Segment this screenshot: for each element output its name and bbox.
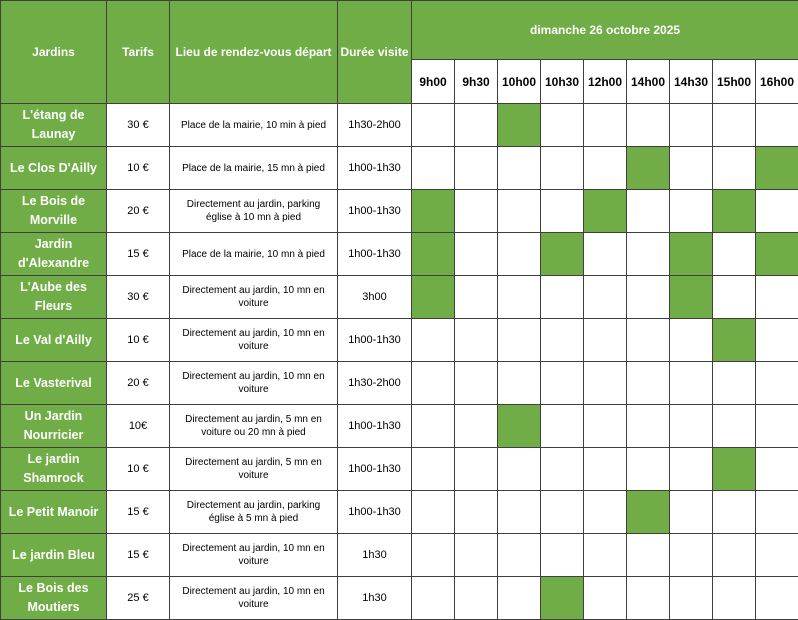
slot-cell-empty: [756, 491, 798, 534]
slot-cell-empty: [541, 534, 584, 577]
meeting-place-cell: Directement au jardin, 10 mn en voiture: [170, 319, 338, 362]
price-cell: 25 €: [107, 577, 170, 620]
slot-cell-empty: [455, 577, 498, 620]
slot-cell-empty: [670, 104, 713, 147]
slot-cell-booked: [412, 233, 455, 276]
slot-cell-empty: [627, 577, 670, 620]
slot-cell-empty: [412, 491, 455, 534]
slot-cell-empty: [756, 276, 798, 319]
garden-name: Le jardin Shamrock: [1, 448, 107, 491]
slot-cell-empty: [455, 534, 498, 577]
garden-name: Jardin d'Alexandre: [1, 233, 107, 276]
header-prices: Tarifs: [107, 1, 170, 104]
slot-cell-empty: [584, 448, 627, 491]
table-row: [1, 319, 798, 362]
slot-cell-empty: [670, 448, 713, 491]
slot-cell-empty: [756, 362, 798, 405]
duration-cell: 1h00-1h30: [338, 448, 412, 491]
slot-cell-empty: [670, 577, 713, 620]
table-row: [1, 190, 798, 233]
price-cell: 10€: [107, 405, 170, 448]
header-gardens: Jardins: [1, 1, 107, 104]
slot-cell-empty: [412, 147, 455, 190]
slot-cell-empty: [412, 534, 455, 577]
slot-cell-empty: [498, 319, 541, 362]
meeting-place-cell: Directement au jardin, 10 mn en voiture: [170, 577, 338, 620]
slot-cell-empty: [498, 147, 541, 190]
duration-cell: 1h30: [338, 534, 412, 577]
meeting-place-cell: Directement au jardin, parking église à 10 mn à pied: [170, 190, 338, 233]
garden-name: Le Vasterival: [1, 362, 107, 405]
slot-cell-empty: [455, 276, 498, 319]
slot-cell-booked: [498, 405, 541, 448]
slot-cell-empty: [455, 147, 498, 190]
slot-cell-empty: [498, 190, 541, 233]
table-row: [1, 147, 798, 190]
slot-cell-empty: [541, 276, 584, 319]
slot-cell-empty: [541, 491, 584, 534]
slot-cell-empty: [713, 276, 756, 319]
table-row: [1, 362, 798, 405]
slot-cell-booked: [412, 276, 455, 319]
duration-cell: 1h00-1h30: [338, 190, 412, 233]
slot-cell-empty: [541, 319, 584, 362]
slot-cell-empty: [713, 405, 756, 448]
slot-cell-empty: [756, 405, 798, 448]
duration-cell: 1h00-1h30: [338, 491, 412, 534]
slot-cell-empty: [713, 104, 756, 147]
slot-cell-booked: [756, 147, 798, 190]
slot-cell-empty: [455, 362, 498, 405]
slot-cell-empty: [670, 534, 713, 577]
header-date: dimanche 26 octobre 2025: [412, 1, 798, 60]
price-cell: 10 €: [107, 147, 170, 190]
slot-cell-booked: [498, 104, 541, 147]
slot-cell-empty: [670, 147, 713, 190]
slot-cell-empty: [541, 448, 584, 491]
slot-cell-empty: [584, 233, 627, 276]
meeting-place-cell: Directement au jardin, 10 mn en voiture: [170, 362, 338, 405]
garden-name: Le jardin Bleu: [1, 534, 107, 577]
slot-cell-empty: [455, 405, 498, 448]
table-row: [1, 276, 798, 319]
slot-cell-booked: [713, 190, 756, 233]
table-row: [1, 405, 798, 448]
slot-cell-empty: [713, 577, 756, 620]
duration-cell: 3h00: [338, 276, 412, 319]
price-cell: 15 €: [107, 233, 170, 276]
slot-cell-empty: [541, 405, 584, 448]
slot-cell-empty: [670, 362, 713, 405]
duration-cell: 1h00-1h30: [338, 147, 412, 190]
time-header-12h00: 12h00: [584, 60, 627, 104]
slot-cell-empty: [627, 534, 670, 577]
meeting-place-cell: Place de la mairie, 10 mn à pied: [170, 233, 338, 276]
slot-cell-empty: [670, 319, 713, 362]
slot-cell-empty: [756, 448, 798, 491]
slot-cell-booked: [756, 233, 798, 276]
garden-name: Le Clos D'Ailly: [1, 147, 107, 190]
meeting-place-cell: Directement au jardin, 10 mn en voiture: [170, 276, 338, 319]
slot-cell-empty: [455, 190, 498, 233]
slot-cell-empty: [541, 147, 584, 190]
table-row: [1, 534, 798, 577]
slot-cell-empty: [627, 362, 670, 405]
garden-name: Un Jardin Nourricier: [1, 405, 107, 448]
slot-cell-booked: [670, 276, 713, 319]
slot-cell-empty: [412, 405, 455, 448]
slot-cell-empty: [412, 319, 455, 362]
slot-cell-empty: [627, 104, 670, 147]
slot-cell-empty: [584, 362, 627, 405]
time-header-14h00: 14h00: [627, 60, 670, 104]
slot-cell-empty: [455, 104, 498, 147]
duration-cell: 1h30-2h00: [338, 104, 412, 147]
price-cell: 10 €: [107, 319, 170, 362]
slot-cell-empty: [455, 233, 498, 276]
slot-cell-empty: [713, 534, 756, 577]
slot-cell-empty: [584, 147, 627, 190]
price-cell: 30 €: [107, 276, 170, 319]
slot-cell-empty: [498, 448, 541, 491]
slot-cell-empty: [670, 491, 713, 534]
slot-cell-booked: [713, 319, 756, 362]
time-header-16h00: 16h00: [756, 60, 798, 104]
header-duration: Durée visite: [338, 1, 412, 104]
garden-name: Le Bois des Moutiers: [1, 577, 107, 620]
slot-cell-empty: [584, 319, 627, 362]
slot-cell-empty: [627, 233, 670, 276]
slot-cell-empty: [627, 448, 670, 491]
meeting-place-cell: Directement au jardin, 5 mn en voiture ou 20 mn à pied: [170, 405, 338, 448]
table-row: [1, 104, 798, 147]
garden-name: Le Val d'Ailly: [1, 319, 107, 362]
slot-cell-empty: [455, 319, 498, 362]
slot-cell-empty: [756, 534, 798, 577]
slot-cell-empty: [713, 147, 756, 190]
slot-cell-empty: [627, 319, 670, 362]
slot-cell-empty: [498, 491, 541, 534]
price-cell: 20 €: [107, 190, 170, 233]
slot-cell-empty: [498, 577, 541, 620]
price-cell: 20 €: [107, 362, 170, 405]
slot-cell-booked: [627, 491, 670, 534]
slot-cell-empty: [670, 405, 713, 448]
slot-cell-empty: [584, 577, 627, 620]
meeting-place-cell: Directement au jardin, 10 mn en voiture: [170, 534, 338, 577]
slot-cell-booked: [412, 190, 455, 233]
time-header-9h00: 9h00: [412, 60, 455, 104]
slot-cell-empty: [455, 448, 498, 491]
slot-cell-empty: [627, 190, 670, 233]
table-row: [1, 448, 798, 491]
duration-cell: 1h30-2h00: [338, 362, 412, 405]
slot-cell-empty: [584, 276, 627, 319]
slot-cell-booked: [584, 190, 627, 233]
slot-cell-empty: [498, 276, 541, 319]
slot-cell-booked: [670, 233, 713, 276]
slot-cell-empty: [412, 448, 455, 491]
header-meeting-place: Lieu de rendez-vous départ: [170, 1, 338, 104]
slot-cell-empty: [713, 362, 756, 405]
slot-cell-empty: [670, 190, 713, 233]
meeting-place-cell: Directement au jardin, 5 mn en voiture: [170, 448, 338, 491]
time-header-10h30: 10h30: [541, 60, 584, 104]
meeting-place-cell: Directement au jardin, parking église à 5 mn à pied: [170, 491, 338, 534]
duration-cell: 1h00-1h30: [338, 319, 412, 362]
slot-cell-empty: [541, 190, 584, 233]
garden-name: Le Petit Manoir: [1, 491, 107, 534]
table-row: [1, 233, 798, 276]
slot-cell-empty: [584, 104, 627, 147]
price-cell: 15 €: [107, 534, 170, 577]
slot-cell-empty: [756, 577, 798, 620]
slot-cell-booked: [713, 448, 756, 491]
duration-cell: 1h00-1h30: [338, 233, 412, 276]
slot-cell-empty: [412, 362, 455, 405]
time-header-15h00: 15h00: [713, 60, 756, 104]
slot-cell-empty: [584, 405, 627, 448]
duration-cell: 1h00-1h30: [338, 405, 412, 448]
slot-cell-empty: [455, 491, 498, 534]
slot-cell-empty: [584, 491, 627, 534]
slot-cell-empty: [584, 534, 627, 577]
slot-cell-empty: [412, 104, 455, 147]
slot-cell-booked: [541, 577, 584, 620]
price-cell: 15 €: [107, 491, 170, 534]
garden-name: L'étang de Launay: [1, 104, 107, 147]
slot-cell-empty: [713, 491, 756, 534]
price-cell: 30 €: [107, 104, 170, 147]
time-header-14h30: 14h30: [670, 60, 713, 104]
slot-cell-empty: [498, 534, 541, 577]
slot-cell-booked: [541, 233, 584, 276]
schedule-body: [1, 104, 798, 620]
garden-name: L'Aube des Fleurs: [1, 276, 107, 319]
table-row: [1, 577, 798, 620]
garden-name: Le Bois de Morville: [1, 190, 107, 233]
slot-cell-empty: [756, 104, 798, 147]
price-cell: 10 €: [107, 448, 170, 491]
meeting-place-cell: Place de la mairie, 10 min à pied: [170, 104, 338, 147]
slot-cell-empty: [498, 233, 541, 276]
slot-cell-empty: [412, 577, 455, 620]
table-row: [1, 491, 798, 534]
duration-cell: 1h30: [338, 577, 412, 620]
time-header-9h30: 9h30: [455, 60, 498, 104]
time-header-10h00: 10h00: [498, 60, 541, 104]
slot-cell-empty: [713, 233, 756, 276]
slot-cell-empty: [541, 104, 584, 147]
slot-cell-empty: [627, 276, 670, 319]
slot-cell-empty: [627, 405, 670, 448]
slot-cell-empty: [541, 362, 584, 405]
slot-cell-empty: [756, 190, 798, 233]
meeting-place-cell: Place de la mairie, 15 mn à pied: [170, 147, 338, 190]
slot-cell-booked: [627, 147, 670, 190]
slot-cell-empty: [498, 362, 541, 405]
slot-cell-empty: [756, 319, 798, 362]
